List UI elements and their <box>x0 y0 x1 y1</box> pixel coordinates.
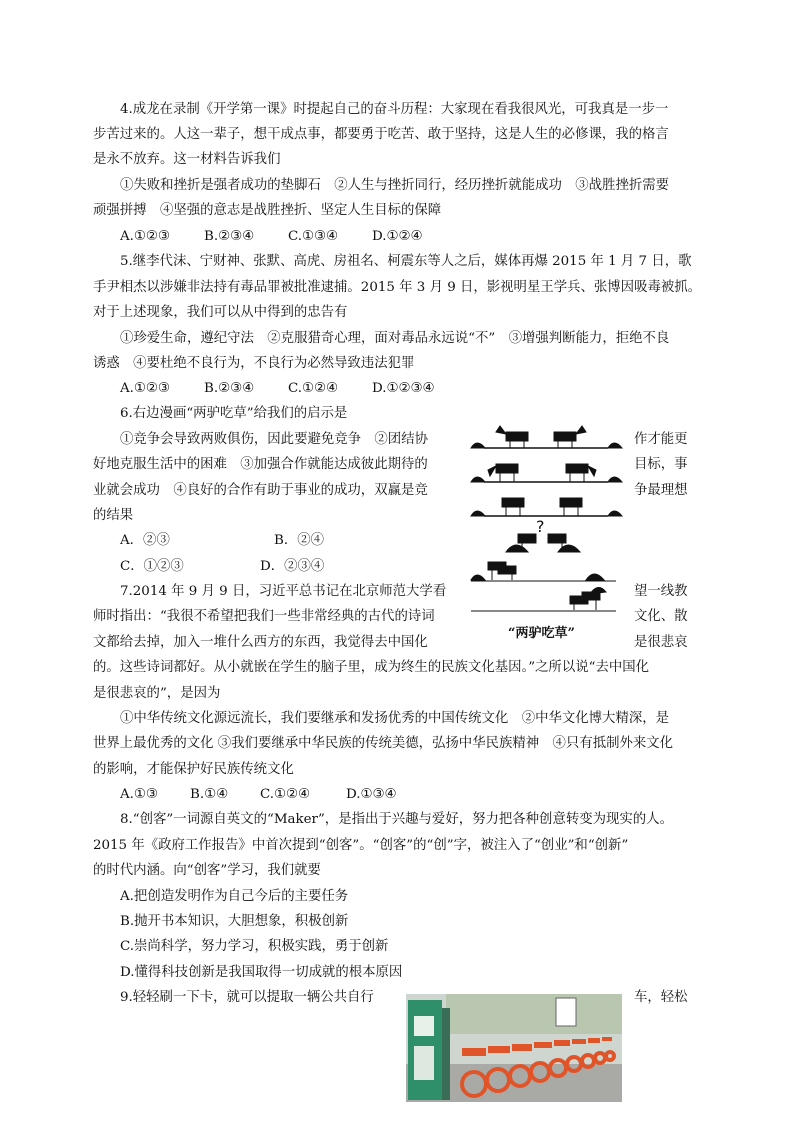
q7-option-a: A.①③ <box>120 787 158 802</box>
q7-stem-line1-left: 7.2014 年 9 月 9 日，习近平总书记在北京师范大学看 <box>120 584 447 599</box>
q6-statements-line1-left: ①竞争会导致两败俱伤，因此要避免竞争 ②团结协 <box>120 432 428 447</box>
q7-statements-line2: 世界上最优秀的文化 ③我们要继承中华民族的传统美德，弘扬中华民族精神 ④只有抵制外来文化 <box>93 736 674 751</box>
q5-stem-line1: 5.继李代沫、宁财神、张默、高虎、房祖名、柯震东等人之后，媒体再爆 2015 年 1 月 7 日，歌 <box>120 254 692 269</box>
public-bicycle-photo <box>406 994 622 1102</box>
q8-stem-line2: 2015 年《政府工作报告》中首次提到“创客”。“创客”的“创”字，被注入了“创业”和“创新” <box>93 838 629 853</box>
q7-statements-line1: ①中华传统文化源远流长，我们要继承和发扬优秀的中国传统文化 ②中华文化博大精深，是 <box>120 711 670 726</box>
q7-stem-line1-right: 望一线教 <box>634 584 688 599</box>
q7-option-b: B.①④ <box>190 787 229 802</box>
q4-option-b: B.②③④ <box>204 229 255 244</box>
q6-statements-line2-left: 好地克服生活中的困难 ③加强合作就能达成彼此期待的 <box>93 457 428 472</box>
q7-option-d: D.①③④ <box>346 787 397 802</box>
q7-option-c: C.①②④ <box>260 787 311 802</box>
q7-stem-line2-left: 师时指出：“我很不希望把我们一些非常经典的古代的诗词 <box>93 609 435 624</box>
q4-statements-line2: 顽强拼搏 ④坚强的意志是战胜挫折、坚定人生目标的保障 <box>93 203 442 218</box>
q8-option-c: C.崇尚科学，努力学习，积极实践，勇于创新 <box>120 939 389 954</box>
q4-stem-line1: 4.成龙在录制《开学第一课》时提起自己的奋斗历程：大家现在看我很风光，可我真是一步一 <box>120 102 669 117</box>
q5-stem-line3: 对于上述现象，我们可以从中得到的忠告有 <box>93 305 348 320</box>
q6-option-a: A．②③ <box>120 533 170 548</box>
q6-stem-line1: 6.右边漫画“两驴吃草”给我们的启示是 <box>120 406 348 421</box>
q7-options <box>120 786 397 804</box>
q4-option-d: D.①②④ <box>372 229 423 244</box>
q6-option-b: B．②④ <box>274 533 325 548</box>
q5-option-d: D.①②③④ <box>372 381 435 396</box>
q5-stem-line2: 手尹相杰以涉嫌非法持有毒品罪被批准逮捕。2015 年 3 月 9 日，影视明星王学兵、张博因吸毒被抓。 <box>93 280 702 295</box>
q5-option-b: B.②③④ <box>204 381 255 396</box>
q7-stem-line3-right: 是很悲哀 <box>634 635 688 650</box>
q7-statements-line3: 的影响，才能保护好民族传统文化 <box>93 762 294 777</box>
q4-option-c: C.①③④ <box>288 229 339 244</box>
q5-options <box>120 380 435 398</box>
q8-option-b: B.抛开书本知识，大胆想象，积极创新 <box>120 914 349 929</box>
q8-option-a: A.把创造发明作为自己今后的主要任务 <box>120 889 349 904</box>
q6-statements-line3-left: 业就会成功 ④良好的合作有助于事业的成功，双赢是竞 <box>93 483 428 498</box>
q9-stem-line1-left: 9.轻轻刷一下卡，就可以提取一辆公共自行 <box>120 990 374 1005</box>
q6-statements-line2-right: 目标，事 <box>634 457 688 472</box>
q4-option-a: A.①②③ <box>120 229 170 244</box>
two-donkeys-cartoon-image <box>466 418 626 640</box>
q7-stem-line2-right: 文化、散 <box>634 609 688 624</box>
q8-stem-line3: 的时代内涵。向“创客”学习，我们就要 <box>93 863 321 878</box>
q7-stem-line4: 的。这些诗词都好。从小就嵌在学生的脑子里，成为终生的民族文化基因。”之所以说“去中国化 <box>93 660 650 675</box>
q6-statements-line4: 的结果 <box>93 508 134 523</box>
q5-statements-line1: ①珍爱生命，遵纪守法 ②克服猎奇心理，面对毒品永远说“不” ③增强判断能力，拒绝不良 <box>120 331 670 346</box>
q4-statements-line1: ①失败和挫折是强者成功的垫脚石 ②人生与挫折同行，经历挫折就能成功 ③战胜挫折需要 <box>120 178 670 193</box>
q4-stem-line2: 步苦过来的。人这一辈子，想干成点事，都要勇于吃苦、敢于坚持，这是人生的必修课，我的格言 <box>93 127 669 142</box>
q5-option-a: A.①②③ <box>120 381 170 396</box>
q6-statements-line3-right: 争最理想 <box>634 483 688 498</box>
q6-statements-line1-right: 作才能更 <box>634 432 688 447</box>
q4-stem-line3: 是永不放弃。这一材料告诉我们 <box>93 152 281 167</box>
q5-option-c: C.①②④ <box>288 381 339 396</box>
q7-stem-line5: 是很悲哀的”，是因为 <box>93 686 221 701</box>
q5-statements-line2: 诱惑 ④要杜绝不良行为，不良行为必然导致违法犯罪 <box>93 356 415 371</box>
q4-options <box>120 228 423 246</box>
q9-stem-line1-right: 车，轻松 <box>634 990 688 1005</box>
q8-stem-line1: 8.“创客”一词源自英文的“Maker”，是指出于兴趣与爱好，努力把各种创意转变为现实的人。 <box>120 812 673 827</box>
q8-option-d: D.懂得科技创新是我国取得一切成就的根本原因 <box>120 965 403 980</box>
svg-text:?: ? <box>536 517 545 536</box>
q6-option-d: D．②③④ <box>260 559 325 574</box>
cartoon-caption: “两驴吃草” <box>508 626 575 641</box>
q7-stem-line3-left: 文都给去掉，加入一堆什么西方的东西，我觉得去中国化 <box>93 635 428 650</box>
q6-option-c: C．①②③ <box>120 559 184 574</box>
